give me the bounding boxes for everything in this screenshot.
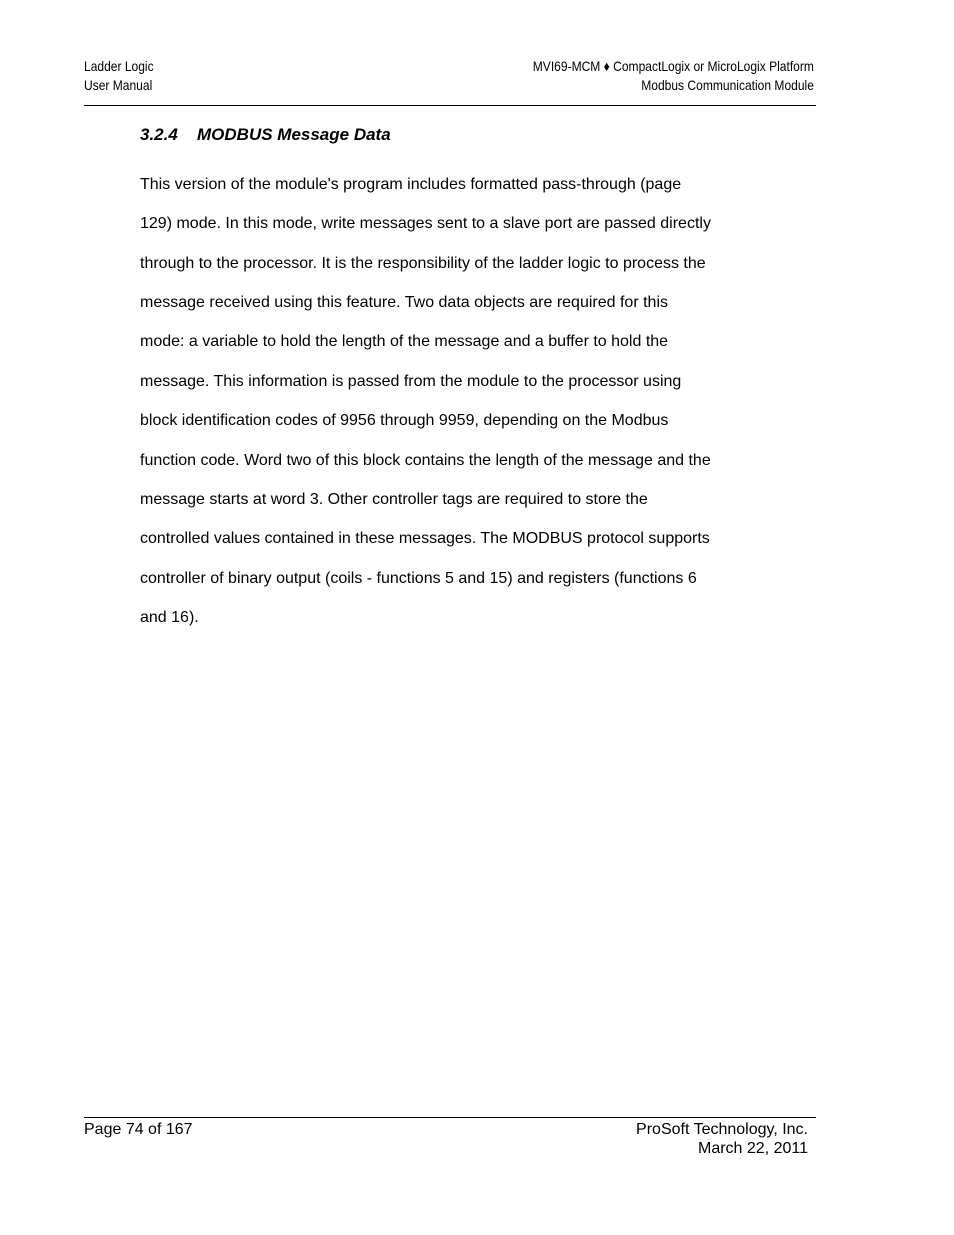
body-line: This version of the module's program includes formatted pass-through (page [140, 175, 682, 193]
page-header-left [84, 57, 154, 95]
page-number: Page 74 of 167 [84, 1121, 193, 1138]
header-chapter: Ladder Logic [84, 58, 154, 74]
footer-company: ProSoft Technology, Inc. [636, 1121, 808, 1138]
section-body [140, 155, 760, 648]
page-footer-right [636, 1120, 808, 1158]
section-title: MODBUS Message Data [197, 125, 391, 144]
header-product: MVI69-MCM ♦ CompactLogix or MicroLogix Platform [532, 58, 814, 74]
body-line: controlled values contained in these messages. The MODBUS protocol supports [140, 530, 710, 548]
footer-divider [84, 1117, 816, 1118]
section-number: 3.2.4 [140, 125, 178, 144]
section-modbus-message-data [140, 124, 760, 648]
body-line: and 16). [140, 609, 199, 627]
header-divider [84, 105, 816, 106]
header-manual-type: User Manual [84, 77, 153, 93]
body-line: message starts at word 3. Other controller tags are required to store the [140, 490, 648, 508]
body-line: mode: a variable to hold the length of the message and a buffer to hold the [140, 333, 669, 351]
body-line: through to the processor. It is the responsibility of the ladder logic to process the [140, 254, 706, 272]
body-line: 129) mode. In this mode, write messages sent to a slave port are passed directly [140, 215, 711, 233]
body-line: message received using this feature. Two data objects are required for this [140, 293, 668, 311]
body-line: function code. Word two of this block contains the length of the message and the [140, 451, 711, 469]
footer-date: March 22, 2011 [698, 1140, 808, 1157]
header-module: Modbus Communication Module [641, 77, 814, 93]
page-header-right [533, 57, 814, 95]
section-heading [140, 124, 760, 146]
body-line: message. This information is passed from the module to the processor using [140, 372, 682, 390]
body-line: controller of binary output (coils - functions 5 and 15) and registers (functions 6 [140, 569, 697, 587]
body-line: block identification codes of 9956 through 9959, depending on the Modbus [140, 412, 669, 430]
